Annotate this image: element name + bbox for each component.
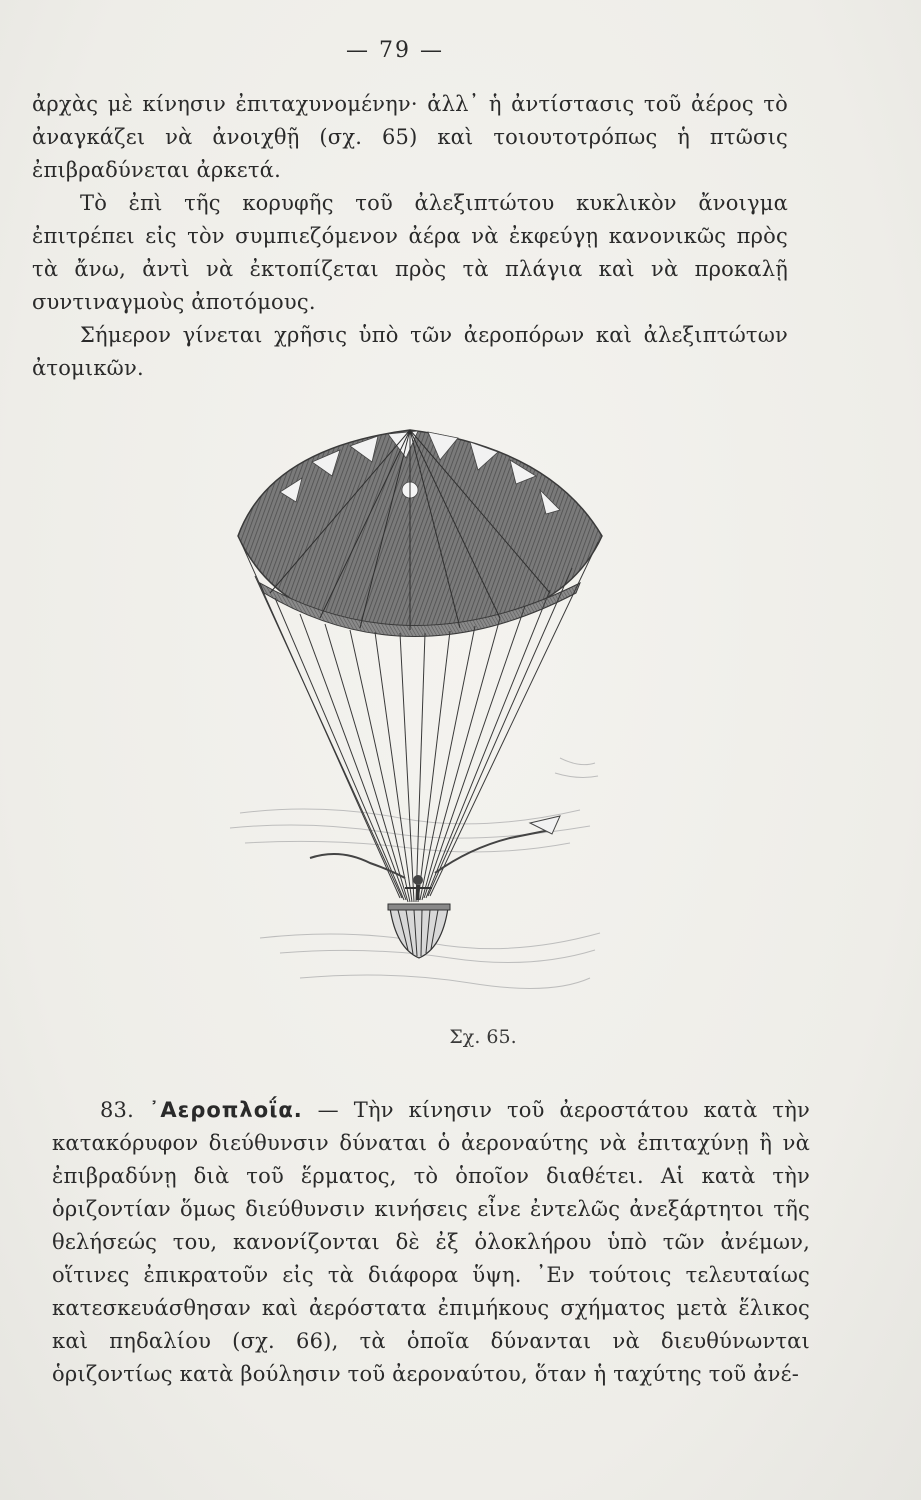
top-text-block bbox=[32, 88, 788, 385]
section-number: 83. bbox=[100, 1098, 134, 1122]
section-title: ᾽Αεροπλοΐα. bbox=[148, 1098, 303, 1122]
section-paragraph bbox=[52, 1094, 810, 1391]
parachute-illustration-icon bbox=[200, 418, 620, 1018]
paragraph-opening: Τὸ ἐπὶ τῆς κορυφῆς τοῦ ἀλεξιπτώτου κυκλικὸν ἄνοιγμα ἐπιτρέπει εἰς τὸν συμπιεζόμενον ἀέρα νὰ ἐκφεύγῃ κανονικῶς πρὸς τὰ ἄνω, ἀντὶ νὰ ἐκτοπίζεται πρὸς τὰ πλάγια καὶ νὰ προκαλῇ συντιναγμοὺς ἀποτόμους. bbox=[32, 191, 788, 314]
paragraph-usage: Σήμερον γίνεται χρῆσις ὑπὸ τῶν ἀεροπόρων καὶ ἀλεξιπτώτων ἀτομικῶν. bbox=[32, 323, 788, 380]
basket bbox=[390, 908, 448, 958]
section-text: — Τὴν κίνησιν τοῦ ἀεροστάτου κατὰ τὴν κατακόρυφον διεύθυνσιν δύναται ὁ ἀεροναύτης νὰ ἐπιταχύνῃ ἢ νὰ ἐπιβραδύνῃ διὰ τοῦ ἕρματος, τὸ ὁποῖον διαθέτει. Αἱ κατὰ τὴν ὁριζοντίαν ὅμως διεύθυνσιν κινήσεις εἶνε ἐντελῶς ἀνεξάρτητοι τῆς θελήσεώς του, κανονίζονται δὲ ἐξ ὁλοκλήρου ὑπὸ τῶν ἀνέμων, οἵτινες ἐπικρατοῦν εἰς τὰ διάφορα ὕψη. ᾽Εν τούτοις τελευταίως κατεσκευάσθησαν καὶ ἀερόστατα ἐπιμήκους σχήματος μετὰ ἕλικος καὶ πηδαλίου (σχ. 66), τὰ ὁποῖα δύνανται νὰ διευθύνωνται ὁριζοντίως κατὰ βούλησιν τοῦ ἀεροναύτου, ὅταν ἡ ταχύτης τοῦ ἀνέ- bbox=[52, 1098, 810, 1386]
section-83 bbox=[52, 1094, 810, 1391]
paragraph-continuation: ἀρχὰς μὲ κίνησιν ἐπιταχυνομένην· ἀλλ᾽ ἡ ἀντίστασις τοῦ ἀέρος τὸ ἀναγκάζει νὰ ἀνοιχθῇ (σχ. 65) καὶ τοιουτοτρόπως ἡ πτῶσις ἐπιβραδύνεται ἀρκετά. bbox=[32, 92, 788, 182]
figure-caption: Σχ. 65. bbox=[449, 1026, 517, 1048]
page-number: — 79 — bbox=[346, 38, 444, 63]
